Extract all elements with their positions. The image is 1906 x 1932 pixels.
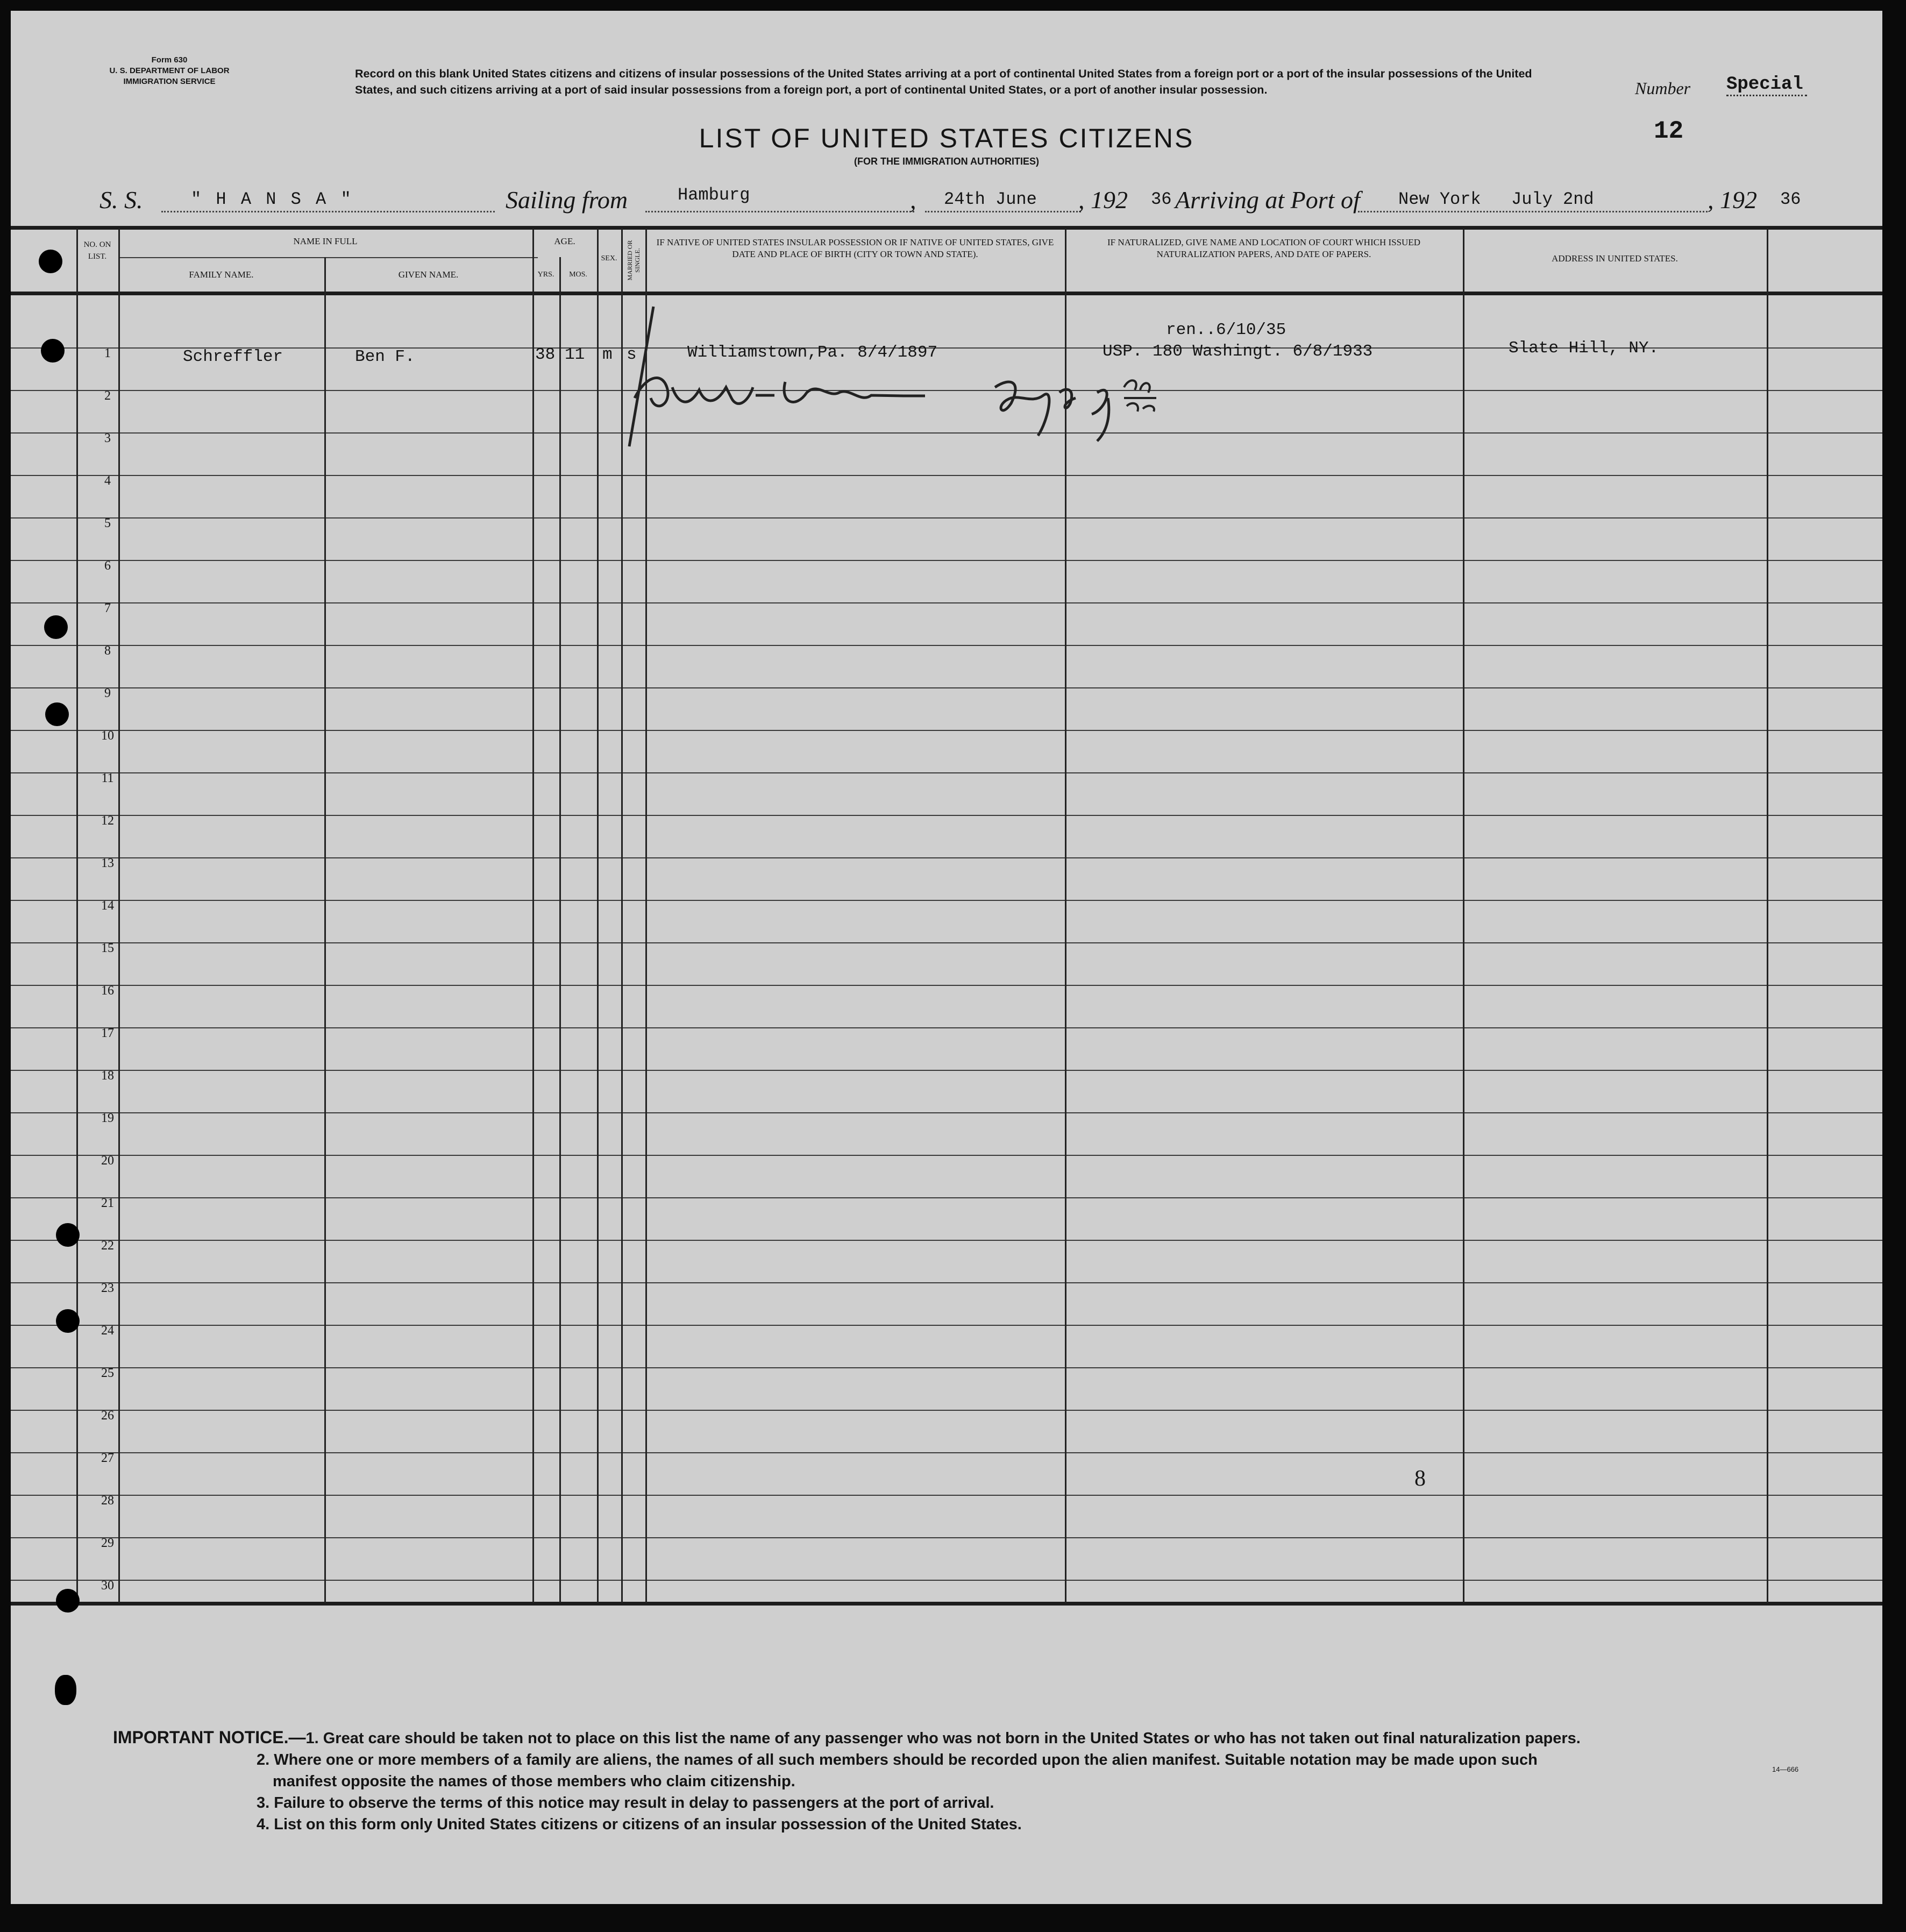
row-number: 8: [104, 644, 111, 658]
row-rule: [11, 1112, 1882, 1113]
punch-hole: [56, 1223, 80, 1247]
row-rule: [11, 1580, 1882, 1581]
row-number: 30: [101, 1579, 114, 1593]
row-number: 14: [101, 899, 114, 913]
entry-age-years: 38: [535, 345, 556, 364]
row-rule: [11, 602, 1882, 603]
row-number: 25: [101, 1366, 114, 1380]
row-number: 4: [104, 474, 111, 488]
check-stroke: [624, 301, 667, 452]
entry-address: Slate Hill, NY.: [1509, 339, 1659, 358]
ship-name: " H A N S A ": [191, 189, 353, 209]
punch-hole: [45, 702, 69, 726]
entry-given-name: Ben F.: [355, 347, 415, 366]
important-notice: [113, 1727, 1581, 1835]
entry-married-single: s: [627, 345, 637, 364]
row-number: 9: [104, 686, 111, 700]
punch-hole: [39, 250, 62, 273]
page-subtitle: (FOR THE IMMIGRATION AUTHORITIES): [854, 156, 1039, 167]
header-name-in-full: NAME IN FULL: [293, 236, 358, 246]
header-married-or-single: MARRIED OR SINGLE.: [626, 240, 641, 281]
row-rule: [11, 475, 1882, 476]
row-rule: [11, 1240, 1882, 1241]
entry-age-months: 11: [565, 345, 585, 364]
row-number: 1: [104, 346, 111, 360]
notice-item-3: 3. Failure to observe the terms of this notice may result in delay to passengers at the port of arrival.: [257, 1794, 994, 1812]
row-rule: [11, 900, 1882, 901]
row-number: 13: [101, 856, 114, 870]
year-prefix: , 192: [1078, 186, 1128, 214]
header-birth-place: IF NATIVE OF UNITED STATES INSULAR POSSESSION OR IF NATIVE OF UNITED STATES, GIVE DATE AND PLACE OF BIRTH (CITY OR TOWN AND STATE).: [656, 237, 1054, 259]
year-prefix-2: , 192: [1708, 186, 1757, 214]
row-rule: [11, 1027, 1882, 1028]
notice-item-1: 1. Great care should be taken not to place on this list the name of any passenger who was not born in the United States or who has not taken out final naturalization papers.: [305, 1730, 1581, 1747]
row-rule: [11, 730, 1882, 731]
arriving-label: Arriving at Port of: [1175, 186, 1360, 214]
header-given-name: GIVEN NAME.: [398, 269, 459, 280]
arrival-date: July 2nd: [1511, 189, 1594, 209]
row-number: 16: [101, 984, 114, 998]
print-code: 14—666: [1772, 1765, 1799, 1773]
row-number: 24: [101, 1324, 114, 1338]
arrival-year: 36: [1780, 189, 1801, 209]
header-naturalization: IF NATURALIZED, GIVE NAME AND LOCATION OF COURT WHICH ISSUED NATURALIZATION PAPERS, AND DATE OF PAPERS.: [1107, 237, 1420, 259]
row-rule: [11, 1452, 1882, 1453]
departure-date: 24th June: [944, 189, 1037, 209]
handwritten-signature: [624, 366, 1269, 457]
punch-hole: [41, 339, 65, 363]
entry-naturalization-renewal: ren..6/10/35: [1166, 321, 1286, 339]
department-name: U. S. DEPARTMENT OF LABOR: [109, 66, 230, 75]
row-number: 21: [101, 1196, 114, 1210]
entry-family-name: Schreffler: [183, 347, 283, 366]
row-rule: [11, 942, 1882, 943]
notice-item-2-continued: manifest opposite the names of those members who claim citizenship.: [273, 1773, 795, 1790]
row-rule: [11, 857, 1882, 858]
row-number: 27: [101, 1451, 114, 1465]
stray-mark: 8: [1414, 1466, 1426, 1491]
row-rule: [11, 687, 1882, 688]
row-rule: [11, 1197, 1882, 1198]
punch-hole: [56, 1589, 80, 1613]
row-number: 29: [101, 1536, 114, 1550]
punch-hole: [44, 615, 68, 639]
row-rule: [11, 1537, 1882, 1538]
row-rule: [11, 772, 1882, 773]
form-number: Form 630: [151, 55, 188, 65]
row-number: 26: [101, 1409, 114, 1423]
number-label: Number: [1635, 79, 1691, 98]
row-rule: [11, 1282, 1882, 1283]
preamble-text: Record on this blank United States citizens and citizens of insular possessions of the United States arriving at a port of continental United States from a foreign port or a port of the insular possessions of the United States, and such citizens arriving at a port of said insular possessions from a foreign port, a port of continental United States, or a port of another insular possession.: [355, 67, 1532, 96]
row-number: 28: [101, 1494, 114, 1508]
row-number: 17: [101, 1026, 114, 1040]
manifest-sheet: Form 630 U. S. DEPARTMENT OF LABOR IMMIGRATION SERVICE Record on this blank United States citizens and citizens of insular possessions of the United States arriving at a port of continental United States from a foreign port or a port of the insular possessions of the United States, and such citizens arriving at a port of said insular possessions from a foreign port, a port of continental United States, or a port of another insular possession. Number Special 12 LIST OF UNITED STATES CITIZENS (FOR THE IMMIGRATION AUTHORITIES) S. S. " H A N S A " Sailing from Hamburg , 24th June , 192 36 Arriving at Port of New York July 2nd , 192 36 NO. ON LIST. NAME IN FULL FAMILY NAME. GIVEN NAME. AGE. YRS. MOS. SEX. MARRIED OR SINGLE. IF NATIVE OF UNITED STATES INSULAR POSSESSION OR IF NATIVE OF UNITED STATES, GIVE DATE AND PLACE OF BIRTH (CITY OR TOWN AND STATE). IF NATURALIZED, GIVE NAME AND LOCATION OF COURT WHICH ISSUED NATURALIZATION PAPERS, AND DATE OF PAPERS. ADDRESS IN UNITED STATES. 1 2 3 4 5 6 7 8 9 10 11 12 13 14 15 16 17 18 19 20 21 22 23 24 25 26 27 28 29 30 Schreffler Ben F. 38 11 m s Williamstown,Pa. 8/4/1897 ren..6/10/35 USP. 180 Washingt. 6/8/1933 Slate Hill, NY. 8 IMPORTANT NOTICE.—1. Great care should be taken not to place on this list the name of any passenger who was not born in the United States or who has not taken out final naturalization papers. 2. Where one or more members of a family are aliens, the names of all such members should be recorded upon the alien manifest. Suitable notation may be made upon such manifest opposite the names of those members who claim citizenship. 3. Failure to observe the terms of this notice may result in delay to passengers at the port of arrival. 4. List on this form only United States citizens or citizens of an insular possession of the United States. 14—666: [11, 11, 1882, 1904]
entry-naturalization-court: USP. 180 Washingt. 6/8/1933: [1103, 342, 1373, 361]
header-years: YRS.: [537, 271, 554, 279]
entry-birth-place-date: Williamstown,Pa. 8/4/1897: [687, 343, 938, 362]
row-number: 23: [101, 1281, 114, 1295]
row-rule: [11, 1410, 1882, 1411]
ss-label: S. S.: [99, 186, 143, 214]
header-address: ADDRESS IN UNITED STATES.: [1552, 253, 1678, 264]
row-rule: [11, 517, 1882, 518]
sailing-from-label: Sailing from: [506, 186, 628, 214]
row-number: 10: [101, 729, 114, 743]
entry-sex: m: [602, 345, 613, 364]
row-rule: [11, 645, 1882, 646]
header-age: AGE.: [554, 236, 575, 246]
row-rule: [11, 1367, 1882, 1368]
notice-title: IMPORTANT NOTICE.—: [113, 1728, 306, 1747]
row-number: 15: [101, 941, 114, 955]
notice-item-4: 4. List on this form only United States citizens or citizens of an insular possession of the United States.: [257, 1816, 1022, 1833]
row-number: 20: [101, 1154, 114, 1168]
departure-port: Hamburg: [678, 185, 750, 205]
header-sex: SEX.: [601, 254, 617, 262]
row-rule: [11, 815, 1882, 816]
row-number: 6: [104, 559, 111, 573]
notice-item-2: 2. Where one or more members of a family are aliens, the names of all such members should be recorded upon the alien manifest. Suitable notation may be made upon such: [257, 1751, 1538, 1768]
row-number: 18: [101, 1069, 114, 1083]
row-rule: [11, 1495, 1882, 1496]
service-name: IMMIGRATION SERVICE: [123, 77, 216, 86]
row-number: 11: [101, 771, 114, 785]
row-number: 3: [104, 431, 111, 445]
row-number: 19: [101, 1111, 114, 1125]
page-title: LIST OF UNITED STATES CITIZENS: [699, 123, 1194, 153]
row-rule: [11, 1155, 1882, 1156]
punch-hole: [56, 1309, 80, 1333]
row-rule: [11, 985, 1882, 986]
departure-year: 36: [1151, 189, 1172, 209]
header-months: MOS.: [569, 271, 587, 279]
number-value: Special: [1726, 74, 1807, 96]
row-number: 22: [101, 1239, 114, 1253]
page-number: 12: [1654, 117, 1684, 145]
header-no-on-list: NO. ON LIST.: [83, 240, 111, 261]
row-number: 7: [104, 601, 111, 615]
row-number: 12: [101, 814, 114, 828]
header-family-name: FAMILY NAME.: [189, 269, 254, 280]
row-rule: [11, 560, 1882, 561]
row-rule: [11, 1325, 1882, 1326]
arrival-port: New York: [1398, 189, 1481, 209]
punch-hole: [55, 1675, 76, 1705]
form-identifier: [83, 55, 255, 87]
row-rule: [11, 1070, 1882, 1071]
row-number: 2: [104, 389, 111, 403]
row-number: 5: [104, 516, 111, 530]
